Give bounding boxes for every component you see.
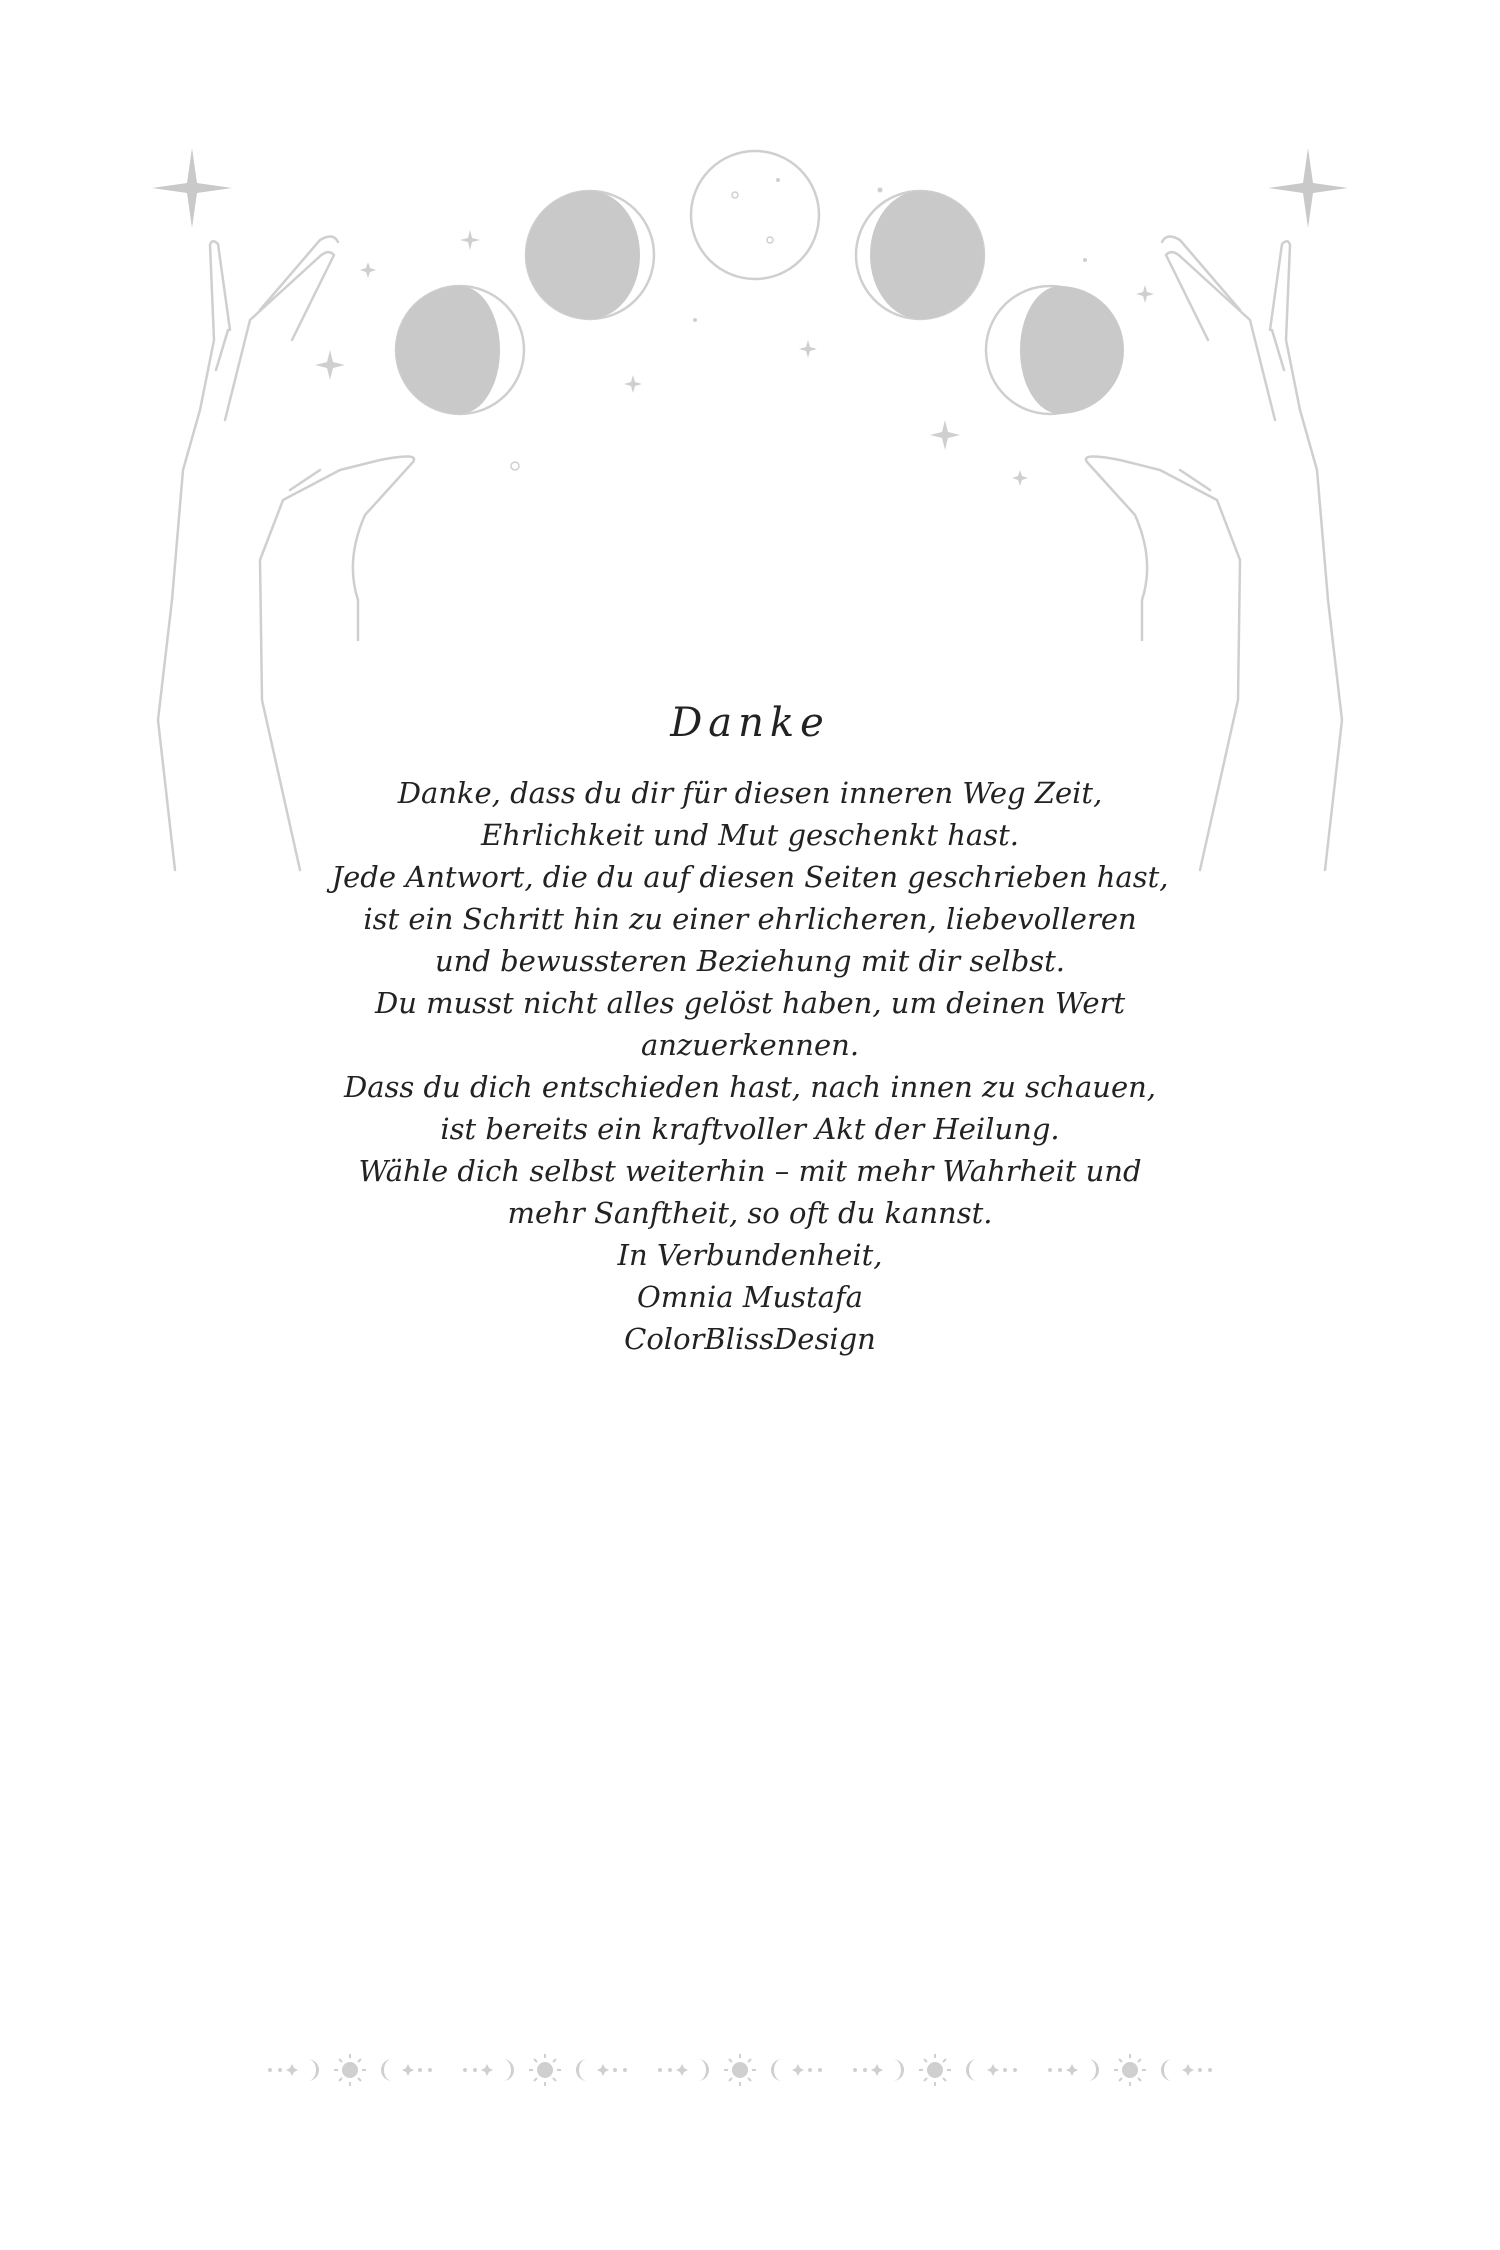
sparkle-star-icon bbox=[402, 2064, 414, 2076]
brand-name: ColorBlissDesign bbox=[624, 1322, 876, 1356]
header-illustration bbox=[0, 0, 1500, 900]
letter-line: Danke, dass du dir für diesen inneren Weg Zeit, bbox=[397, 776, 1103, 810]
moon-phase-icon bbox=[856, 191, 984, 319]
letter-line: mehr Sanftheit, so oft du kannst. bbox=[507, 1196, 993, 1230]
closing-line: In Verbundenheit, bbox=[617, 1238, 883, 1272]
sparkle-star-icon bbox=[286, 2064, 298, 2076]
letter-line: Du musst nicht alles gelöst haben, um deinen Wert bbox=[374, 986, 1126, 1020]
letter-line: ist ein Schritt hin zu einer ehrlicheren, liebevolleren bbox=[363, 902, 1137, 936]
sun-icon bbox=[334, 2054, 366, 2086]
moon-phase-icon bbox=[396, 286, 524, 414]
letter-line: Ehrlichkeit und Mut geschenkt hast. bbox=[481, 818, 1019, 852]
moon-phase-icon bbox=[526, 191, 654, 319]
letter-line: Wähle dich selbst weiterhin – mit mehr Wahrheit und bbox=[358, 1154, 1142, 1188]
footer-ornament bbox=[250, 2045, 1250, 2095]
letter-line: und bewussteren Beziehung mit dir selbst. bbox=[434, 944, 1066, 978]
author-name: Omnia Mustafa bbox=[637, 1280, 863, 1314]
crescent-moon-icon bbox=[308, 2059, 319, 2081]
page-title: Danke bbox=[670, 700, 830, 746]
moon-phase-icon bbox=[986, 286, 1124, 414]
letter-line: Jede Antwort, die du auf diesen Seiten geschrieben hast, bbox=[331, 860, 1169, 894]
thank-you-letter bbox=[250, 772, 1250, 1360]
sparkle-star-icon bbox=[152, 148, 232, 228]
letter-line: anzuerkennen. bbox=[640, 1028, 860, 1062]
moon-phase-icon bbox=[691, 151, 819, 279]
sparkle-star-icon bbox=[1268, 148, 1348, 228]
letter-line: Dass du dich entschieden hast, nach innen zu schauen, bbox=[343, 1070, 1157, 1104]
crescent-moon-icon bbox=[381, 2059, 392, 2081]
letter-line: ist bereits ein kraftvoller Akt der Heilung. bbox=[440, 1112, 1060, 1146]
